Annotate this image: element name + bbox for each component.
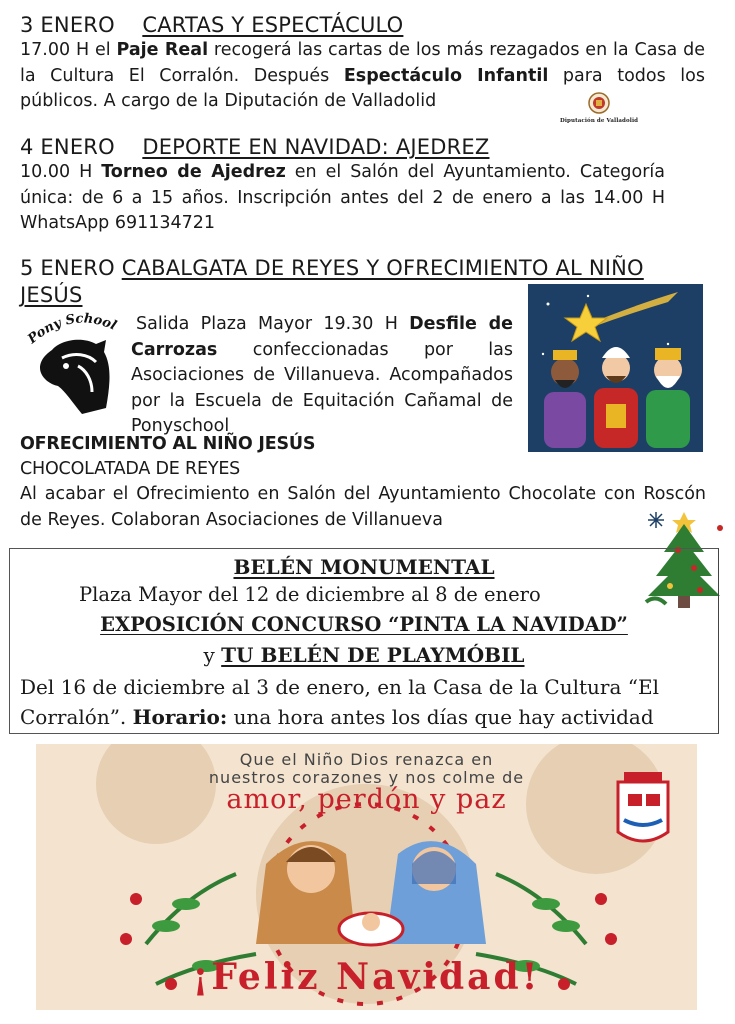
sec2-text: en el Salón del Ayuntamiento. Categoría única: de 6 a 15 años. Inscripción antes del 2 de enero a las 14.00 H WhatsApp 691134721 xyxy=(20,162,665,233)
sec3-title-b: JESÚS xyxy=(20,283,83,307)
sec3-title-a: CABALGATA DE REYES Y OFRECIMIENTO AL NIÑO xyxy=(121,256,644,280)
sec3-text: confeccionadas por las Asociaciones de Villanueva. Acompañados por la Escuela de Equitación Cañamal de Ponyschool xyxy=(131,339,513,436)
sec2-heading xyxy=(20,134,489,160)
sec3-date: 5 ENERO xyxy=(20,256,115,280)
box-text: Corralón”. xyxy=(20,705,133,729)
card-greeting: ¡Feliz Navidad! xyxy=(192,956,541,998)
sec1-heading xyxy=(20,12,403,38)
sec2-text: 10.00 H xyxy=(20,162,102,182)
diputacion-logo-text: Diputación de Valladolid xyxy=(560,118,639,124)
horario-label: Horario: xyxy=(132,705,228,729)
pony-school-logo xyxy=(22,310,122,422)
card-line-3: amor, perdón y paz xyxy=(226,784,507,815)
greeting-card xyxy=(36,744,697,1010)
horse-head-icon xyxy=(22,310,122,422)
diputacion-logo xyxy=(560,92,638,124)
box-line-1: Del 16 de diciembre al 3 de enero, en la Casa de la Cultura “El xyxy=(20,675,659,699)
playmobil-title: TU BELÉN DE PLAYMÓBIL xyxy=(221,643,525,667)
box-text: una hora antes los días que hay actividad xyxy=(227,705,654,729)
sec2-title: DEPORTE EN NAVIDAD: AJEDREZ xyxy=(142,135,490,159)
belen-info-box xyxy=(9,548,719,734)
three-kings-illustration-icon xyxy=(528,284,703,452)
expo-title: EXPOSICIÓN CONCURSO “PINTA LA NAVIDAD” xyxy=(100,613,628,636)
pony-logo-text: Pony School xyxy=(25,311,119,347)
sec1-text: 17.00 H el xyxy=(20,40,117,60)
sec1-text: recogerá las cartas de los más rezagados en la Casa de la Cultura El Corralón. Después xyxy=(20,40,706,86)
diputacion-seal-icon xyxy=(588,92,610,114)
sec1-bold: Espectáculo Infantil xyxy=(343,65,549,86)
card-line-2: nuestros corazones y nos colme de xyxy=(208,768,525,787)
belen-title: BELÉN MONUMENTAL xyxy=(233,555,495,579)
sec1-date: 3 ENERO xyxy=(20,13,115,37)
playmobil-line xyxy=(10,641,718,669)
sec3-sub2: CHOCOLATADA DE REYES xyxy=(20,459,241,479)
sec2-bold: Torneo de Ajedrez xyxy=(101,162,286,182)
box-line-2 xyxy=(20,703,654,731)
sec2-date: 4 ENERO xyxy=(20,135,115,159)
sec3-body2: Al acabar el Ofrecimiento en Salón del Ayuntamiento Chocolate con Roscón de Reyes. Colaboran Asociaciones de Villanueva xyxy=(20,484,706,530)
sec3-body xyxy=(131,312,513,440)
sec3-heading-cont xyxy=(20,282,83,308)
playmobil-y: y xyxy=(203,643,215,667)
sec1-text: para todos los públicos. A cargo de la Diputación de Valladolid xyxy=(20,65,705,111)
sec3-text: Salida Plaza Mayor 19.30 H xyxy=(136,314,410,334)
card-line-1: Que el Niño Dios renazca en xyxy=(239,750,494,769)
belen-dates: Plaza Mayor del 12 de diciembre al 8 de enero xyxy=(79,583,541,606)
sec1-title: CARTAS Y ESPECTÁCULO xyxy=(142,13,404,37)
sec1-bold: Paje Real xyxy=(116,40,209,60)
sec3-heading xyxy=(20,255,644,281)
sec3-bold: Desfile de Carrozas xyxy=(131,314,514,360)
sec2-body xyxy=(20,160,665,237)
three-kings-image xyxy=(528,284,703,452)
sec3-sub1: OFRECIMIENTO AL NIÑO JESÚS xyxy=(20,434,316,454)
